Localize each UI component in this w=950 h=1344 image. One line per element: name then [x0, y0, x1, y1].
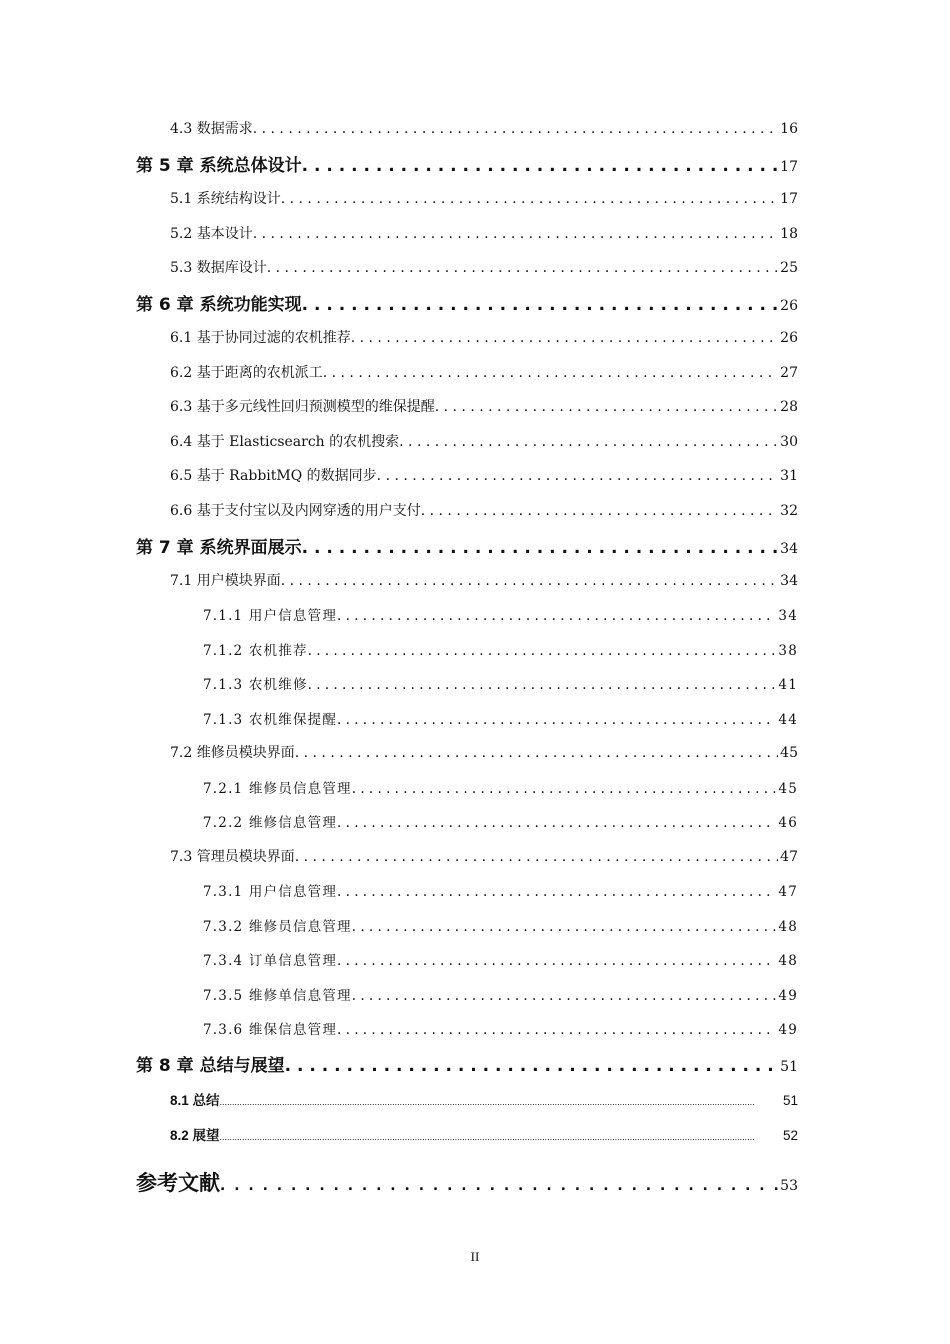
- toc-entry-title: 7.2 维修员模块界面: [170, 745, 295, 761]
- toc-entry-page: 45: [778, 781, 798, 797]
- toc-entry[interactable]: [170, 1124, 798, 1144]
- toc-entry-page: 25: [780, 260, 798, 276]
- toc-entry-title: 7.3.1 用户信息管理: [203, 884, 338, 900]
- toc-entry-title: 7.1.2 农机推荐: [203, 643, 308, 659]
- toc-entry-title: 7.3.5 维修单信息管理: [203, 988, 352, 1004]
- toc-leader-dots: [253, 226, 778, 242]
- toc-entry-page: 52: [782, 1128, 798, 1143]
- toc-entry-page: 47: [780, 849, 798, 865]
- toc-entry[interactable]: [170, 223, 798, 243]
- toc-entry[interactable]: [170, 431, 798, 451]
- toc-entry-title: 第 8 章 总结与展望: [136, 1056, 285, 1076]
- toc-leader-dots: [302, 538, 779, 558]
- toc-entry-page: 49: [778, 988, 798, 1004]
- toc-leader-dots: [337, 712, 776, 728]
- toc-entry[interactable]: [170, 465, 798, 485]
- toc-entry-title: 第 6 章 系统功能实现: [136, 295, 302, 315]
- toc-entry-page: 17: [780, 159, 798, 175]
- toc-entry[interactable]: [170, 396, 798, 416]
- toc-leader-dots: [351, 330, 778, 346]
- toc-leader-dots: [377, 468, 779, 484]
- toc-leader-dots: [220, 1093, 783, 1108]
- toc-leader-dots: [267, 260, 778, 276]
- toc-entry-page: 31: [780, 468, 798, 484]
- toc-entry-title: 5.3 数据库设计: [170, 260, 267, 276]
- toc-chapter[interactable]: [136, 533, 798, 558]
- toc-entry-page: 26: [780, 330, 798, 346]
- toc-entry-page: 48: [778, 953, 798, 969]
- toc-leader-dots: [435, 399, 778, 415]
- toc-entry-page: 51: [782, 1093, 798, 1108]
- toc-chapter[interactable]: [136, 290, 798, 315]
- toc-entry-page: 46: [778, 815, 798, 831]
- toc-entry-page: 26: [780, 298, 798, 314]
- toc-entry[interactable]: [170, 742, 798, 762]
- toc-entry-title: 6.2 基于距离的农机派工: [170, 365, 323, 381]
- toc-subentry[interactable]: [203, 949, 798, 969]
- toc-entry-title: 5.1 系统结构设计: [170, 191, 281, 207]
- toc-leader-dots: [352, 988, 777, 1004]
- toc-leader-dots: [281, 573, 778, 589]
- toc-subentry[interactable]: [203, 604, 798, 624]
- toc-entry-page: 18: [780, 226, 798, 242]
- toc-entry-title: 7.3.2 维修员信息管理: [203, 919, 352, 935]
- toc-entry-page: 53: [780, 1178, 798, 1194]
- toc-entry-page: 34: [780, 541, 798, 557]
- toc-entry-title: 4.3 数据需求: [170, 121, 253, 137]
- toc-entry-title: 7.1.1 用户信息管理: [203, 608, 338, 624]
- toc-leader-dots: [220, 1128, 783, 1143]
- toc-leader-dots: [421, 503, 778, 519]
- toc-entry-page: 48: [778, 919, 798, 935]
- toc-subentry[interactable]: [203, 673, 798, 693]
- toc-leader-dots: [337, 1022, 776, 1038]
- toc-entry-page: 49: [778, 1022, 798, 1038]
- toc-entry[interactable]: [170, 1089, 798, 1109]
- toc-leader-dots: [295, 745, 778, 761]
- toc-entry-title: 第 7 章 系统界面展示: [136, 538, 302, 558]
- page-number: II: [470, 1249, 480, 1264]
- toc-entry-title: 6.6 基于支付宝以及内网穿透的用户支付: [170, 503, 421, 519]
- toc-entry-title: 7.1.3 农机维保提醒: [203, 712, 338, 728]
- toc-chapter[interactable]: [136, 151, 798, 176]
- toc-entry-title: 8.2 展望: [170, 1128, 220, 1143]
- toc-entry-title: 7.3 管理员模块界面: [170, 849, 295, 865]
- toc-entry-page: 34: [780, 573, 798, 589]
- toc-entry[interactable]: [170, 327, 798, 347]
- toc-leader-dots: [308, 643, 777, 659]
- toc-entry-title: 参考文献: [136, 1171, 220, 1195]
- toc-subentry[interactable]: [203, 880, 798, 900]
- toc-leader-dots: [323, 365, 778, 381]
- toc-entry-title: 5.2 基本设计: [170, 226, 253, 242]
- toc-entry-page: 38: [778, 643, 798, 659]
- toc-entry-title: 7.3.6 维保信息管理: [203, 1022, 338, 1038]
- toc-entry-page: 16: [780, 121, 798, 137]
- toc-entry-page: 41: [778, 677, 798, 693]
- toc-leader-dots: [352, 919, 777, 935]
- toc-leader-dots: [253, 121, 778, 137]
- toc-entry-page: 44: [778, 712, 798, 728]
- toc-entry-title: 6.3 基于多元线性回归预测模型的维保提醒: [170, 399, 435, 415]
- toc-entry-page: 32: [780, 503, 798, 519]
- toc-entry-page: 45: [780, 745, 798, 761]
- toc-subentry[interactable]: [203, 1018, 798, 1038]
- toc-entry-page: 28: [780, 399, 798, 415]
- toc-entry-title: 6.5 基于 RabbitMQ 的数据同步: [170, 468, 377, 484]
- toc-leader-dots: [295, 849, 778, 865]
- toc-entry[interactable]: [170, 500, 798, 520]
- toc-entry-title: 7.1.3 农机维修: [203, 677, 308, 693]
- toc-entry-title: 8.1 总结: [170, 1093, 220, 1108]
- toc-entry[interactable]: [170, 257, 798, 277]
- toc-leader-dots: [399, 434, 778, 450]
- toc-leader-dots: [337, 815, 776, 831]
- toc-subentry[interactable]: [203, 708, 798, 728]
- toc-leader-dots: [337, 884, 776, 900]
- toc-subentry[interactable]: [203, 639, 798, 659]
- toc-entry-title: 7.2.2 维修信息管理: [203, 815, 338, 831]
- toc-entry-title: 7.2.1 维修员信息管理: [203, 781, 352, 797]
- toc-entry[interactable]: [170, 570, 798, 590]
- toc-entry-page: 51: [780, 1059, 798, 1075]
- toc-subentry[interactable]: [203, 915, 798, 935]
- toc-subentry[interactable]: [203, 777, 798, 797]
- toc-entry-title: 6.1 基于协同过滤的农机推荐: [170, 330, 351, 346]
- toc-leader-dots: [302, 156, 779, 176]
- toc-entry[interactable]: [170, 118, 798, 138]
- toc-entry[interactable]: [170, 362, 798, 382]
- toc-leader-dots: [308, 677, 777, 693]
- toc-entry[interactable]: [170, 188, 798, 208]
- toc-leader-dots: [220, 1171, 778, 1195]
- toc-entry-page: 17: [780, 191, 798, 207]
- toc-entry-page: 34: [778, 608, 798, 624]
- toc-references[interactable]: [136, 1167, 798, 1197]
- toc-subentry[interactable]: [203, 811, 798, 831]
- toc-leader-dots: [337, 608, 776, 624]
- toc-entry-page: 47: [778, 884, 798, 900]
- toc-leader-dots: [302, 295, 779, 315]
- toc-leader-dots: [352, 781, 777, 797]
- toc-entry-title: 第 5 章 系统总体设计: [136, 156, 302, 176]
- toc-entry-title: 7.1 用户模块界面: [170, 573, 281, 589]
- toc-entry-page: 27: [780, 365, 798, 381]
- toc-leader-dots: [337, 953, 776, 969]
- toc-leader-dots: [281, 191, 778, 207]
- toc-entry-page: 30: [780, 434, 798, 450]
- toc-chapter[interactable]: [136, 1051, 798, 1076]
- toc-entry-title: 7.3.4 订单信息管理: [203, 953, 338, 969]
- toc-leader-dots: [285, 1056, 779, 1076]
- toc-entry-title: 6.4 基于 Elasticsearch 的农机搜索: [170, 434, 400, 450]
- toc-subentry[interactable]: [203, 984, 798, 1004]
- toc-entry[interactable]: [170, 846, 798, 866]
